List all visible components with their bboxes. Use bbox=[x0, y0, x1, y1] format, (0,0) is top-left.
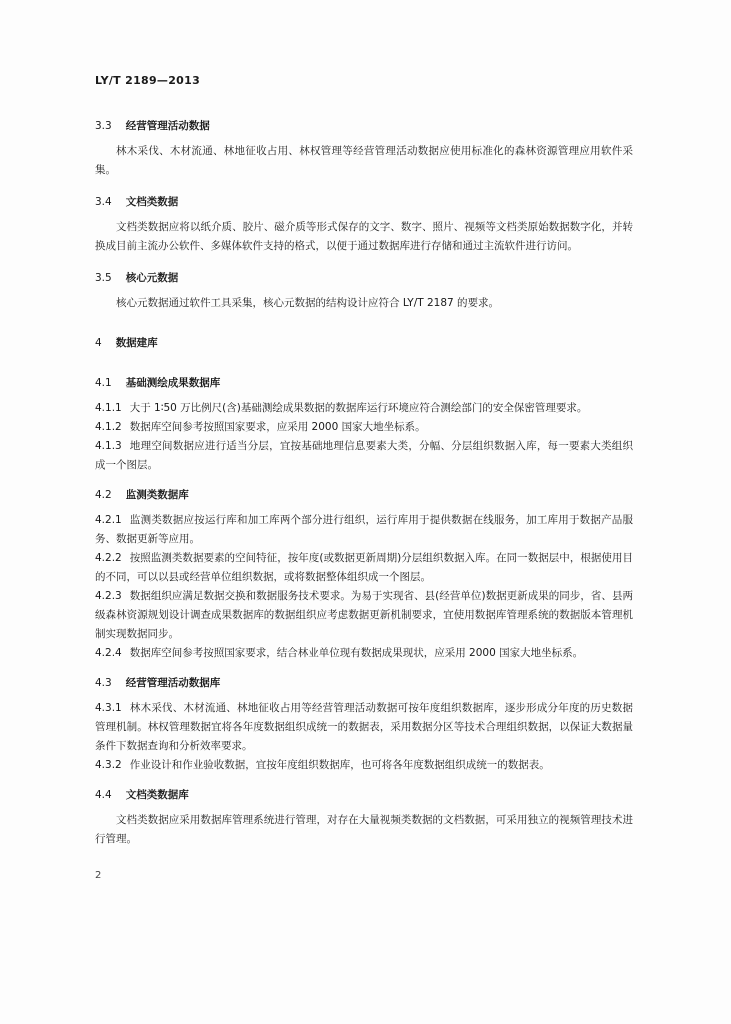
clause-s4-2-4 bbox=[95, 644, 633, 663]
clause-s4-1-2 bbox=[95, 418, 633, 437]
section-title: 文档类数据 bbox=[125, 196, 179, 208]
clause-text: 数据库空间参考按照国家要求，结合林业单位现有数据成果现状，应采用 2000 国家大地坐标系。 bbox=[129, 647, 584, 659]
section-title: 基础测绘成果数据库 bbox=[125, 377, 221, 389]
clause-number: 4.1.2 bbox=[95, 421, 122, 433]
section-heading-s4-1 bbox=[95, 375, 633, 390]
section-heading-s3-5 bbox=[95, 270, 633, 285]
clause-number: 4.3.1 bbox=[95, 702, 122, 714]
document-body bbox=[95, 118, 633, 849]
clause-s4-2-1 bbox=[95, 511, 633, 549]
section-title: 文档类数据库 bbox=[125, 789, 189, 801]
clause-s4-1-3 bbox=[95, 437, 633, 475]
section-number: 4.1 bbox=[95, 377, 112, 389]
section-heading-s4-4 bbox=[95, 787, 633, 802]
section-heading-s4-2 bbox=[95, 487, 633, 502]
section-number: 4.3 bbox=[95, 677, 112, 689]
section-number: 3.3 bbox=[95, 120, 112, 132]
clause-s4-2-2 bbox=[95, 549, 633, 587]
paragraph-s3-5-p: 核心元数据通过软件工具采集，核心元数据的结构设计应符合 LY/T 2187 的要求。 bbox=[116, 297, 500, 309]
paragraph-s3-4-p: 文档类数据应将以纸介质、胶片、磁介质等形式保存的文字、数字、照片、视频等文档类原始数据数字化，并转换成目前主流办公软件、多媒体软件支持的格式，以便于通过数据库进行存储和通过主流软件进行访问。 bbox=[95, 221, 633, 252]
section-heading-s3-4 bbox=[95, 194, 633, 209]
section-title: 数据建库 bbox=[115, 337, 158, 349]
section-heading-s4-3 bbox=[95, 675, 633, 690]
section-heading-s4 bbox=[95, 335, 633, 350]
clause-s4-3-1 bbox=[95, 699, 633, 756]
section-number: 4.2 bbox=[95, 489, 112, 501]
section-title: 监测类数据库 bbox=[125, 489, 189, 501]
clause-s4-1-1 bbox=[95, 399, 633, 418]
section-number: 3.5 bbox=[95, 272, 112, 284]
clause-s4-3-2 bbox=[95, 756, 633, 775]
section-title: 核心元数据 bbox=[125, 272, 179, 284]
clause-text: 监测类数据应按运行库和加工库两个部分进行组织，运行库用于提供数据在线服务，加工库用于数据产品服务、数据更新等应用。 bbox=[95, 514, 633, 545]
clause-text: 林木采伐、木材流通、林地征收占用等经营管理活动数据可按年度组织数据库，逐步形成分年度的历史数据管理机制。林权管理数据宜将各年度数据组织成统一的数据表，采用数据分区等技术合理组织数据，以保证大数据量条件下数据查询和分析效率要求。 bbox=[95, 702, 633, 752]
clause-s4-2-3 bbox=[95, 587, 633, 644]
section-number: 4 bbox=[95, 337, 102, 349]
clause-number: 4.3.2 bbox=[95, 759, 122, 771]
paragraph-s4-4-p: 文档类数据应采用数据库管理系统进行管理，对存在大量视频类数据的文档数据，可采用独立的视频管理技术进行管理。 bbox=[95, 814, 633, 845]
clause-number: 4.2.2 bbox=[95, 552, 122, 564]
clause-number: 4.1.1 bbox=[95, 402, 122, 414]
section-title: 经营管理活动数据 bbox=[125, 120, 210, 132]
page-number: 2 bbox=[95, 870, 102, 881]
clause-text: 数据组织应满足数据交换和数据服务技术要求。为易于实现省、县(经营单位)数据更新成果的同步，省、县两级森林资源规划设计调查成果数据库的数据组织应考虑数据更新机制要求，宜使用数据库管理系统的数据版本管理机制实现数据同步。 bbox=[95, 590, 633, 640]
clause-number: 4.1.3 bbox=[95, 440, 122, 452]
standard-code-header: LY/T 2189—2013 bbox=[95, 74, 201, 87]
clause-text: 按照监测类数据要素的空间特征，按年度(或数据更新周期)分层组织数据入库。在同一数据层中，根据使用目的不同，可以以县或经营单位组织数据，或将数据整体组织成一个图层。 bbox=[95, 552, 633, 583]
section-number: 4.4 bbox=[95, 789, 112, 801]
section-heading-s3-3 bbox=[95, 118, 633, 133]
clause-number: 4.2.4 bbox=[95, 647, 122, 659]
clause-number: 4.2.1 bbox=[95, 514, 122, 526]
clause-text: 数据库空间参考按照国家要求，应采用 2000 国家大地坐标系。 bbox=[129, 421, 426, 433]
section-number: 3.4 bbox=[95, 196, 112, 208]
section-title: 经营管理活动数据库 bbox=[125, 677, 221, 689]
clause-text: 大于 1∶50 万比例尺(含)基础测绘成果数据的数据库运行环境应符合测绘部门的安全保密管理要求。 bbox=[129, 402, 588, 414]
clause-number: 4.2.3 bbox=[95, 590, 122, 602]
paragraph-s3-3-p: 林木采伐、木材流通、林地征收占用、林权管理等经营管理活动数据应使用标准化的森林资源管理应用软件采集。 bbox=[95, 145, 633, 176]
clause-text: 地理空间数据应进行适当分层，宜按基础地理信息要素大类，分幅、分层组织数据入库，每一要素大类组织成一个图层。 bbox=[95, 440, 633, 471]
clause-text: 作业设计和作业验收数据，宜按年度组织数据库，也可将各年度数据组织成统一的数据表。 bbox=[129, 759, 550, 771]
